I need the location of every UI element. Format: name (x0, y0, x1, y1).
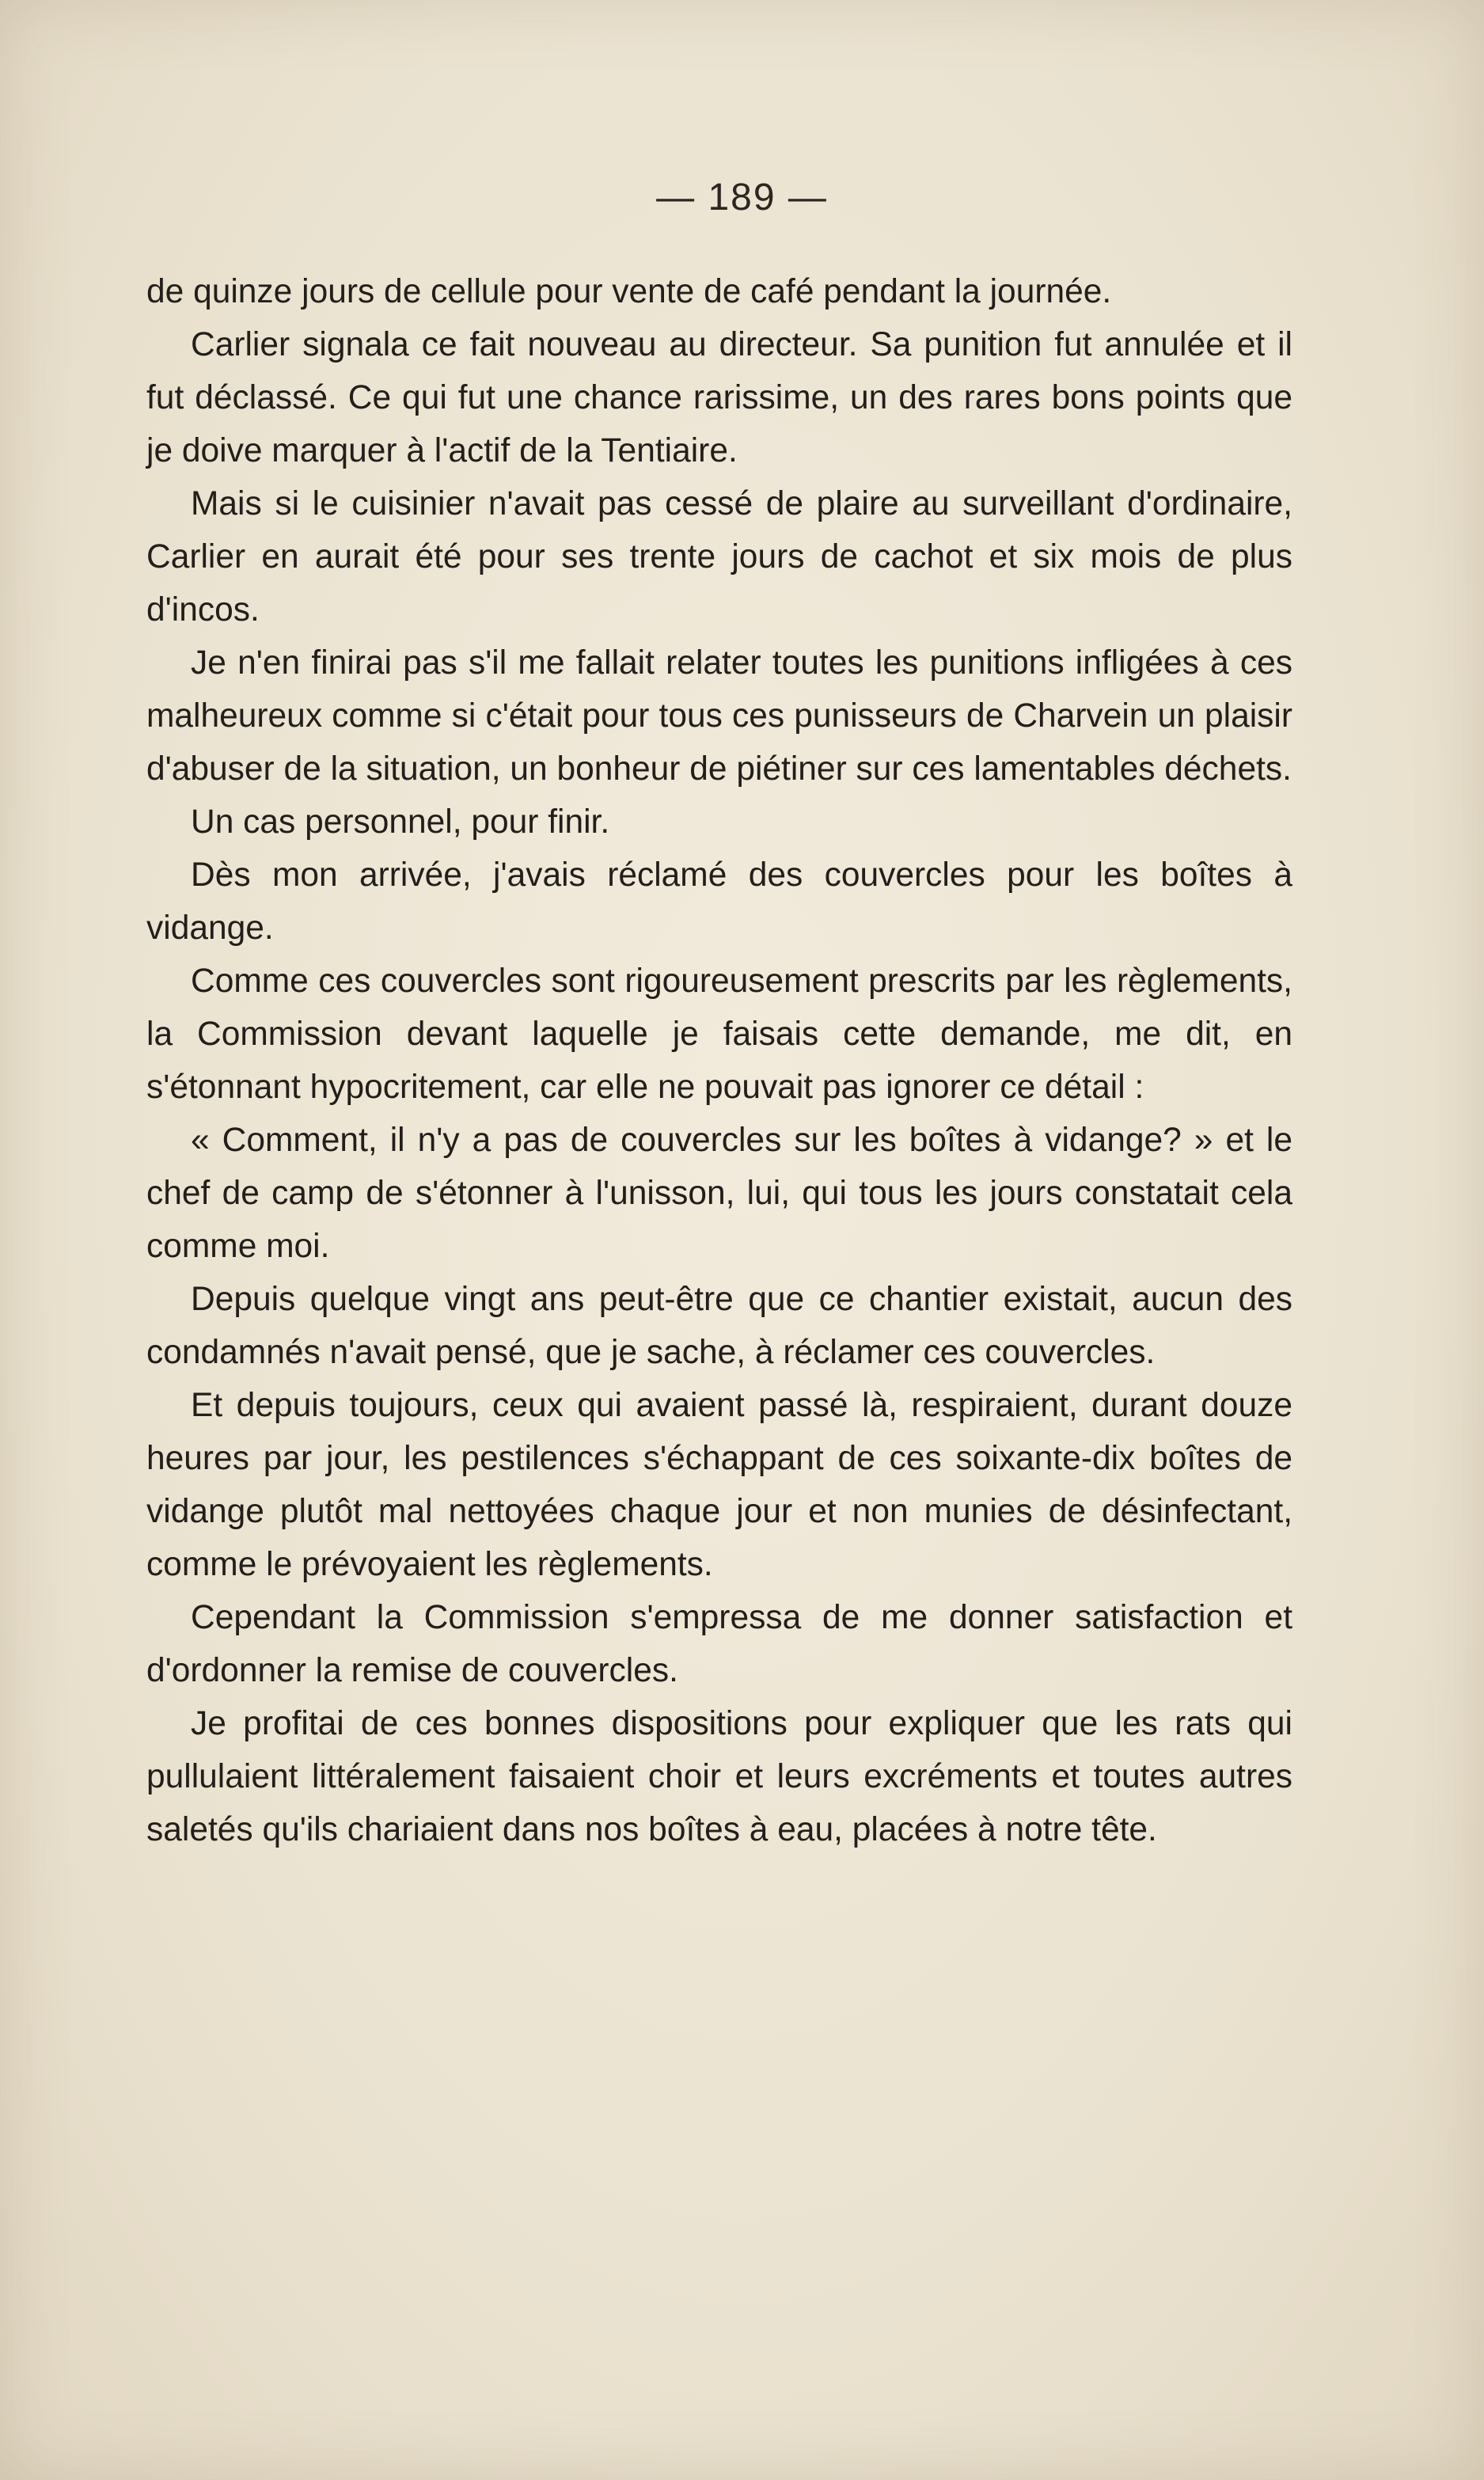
page-number-header: — 189 — (656, 177, 828, 218)
paragraph-9: Depuis quelque vingt ans peut-être que ce chantier existait, aucun des condamnés n'avait pensé, que je sache, à réclamer ces couvercles. (146, 1281, 1292, 1371)
paragraph-5: Un cas personnel, pour finir. (191, 803, 610, 841)
paragraph-12: Je profitai de ces bonnes dispositions pour expliquer que les rats qui pullulaient littéralement faisaient choir et leurs excréments et toutes autres saletés qu'ils chariaient dans nos boîtes à eau, placées à notre tête. (146, 1705, 1292, 1848)
paragraph-4: Je n'en finirai pas s'il me fallait relater toutes les punitions infligées à ces malheureux comme si c'était pour tous ces punisseurs de Charvein un plaisir d'abuser de la situation, un bonheur de piétiner sur ces lamentables déchets. (146, 644, 1292, 788)
paragraph-8: « Comment, il n'y a pas de couvercles sur les boîtes à vidange? » et le chef de camp de s'étonner à l'unisson, lui, qui tous les jours constatait cela comme moi. (146, 1122, 1292, 1265)
paragraph-1: de quinze jours de cellule pour vente de café pendant la journée. (146, 273, 1112, 310)
paragraph-2: Carlier signala ce fait nouveau au directeur. Sa punition fut annulée et il fut déclassé. Ce qui fut une chance rarissime, un des rares bons points que je doive marquer à l'actif de la Tentiaire. (146, 326, 1292, 469)
paragraph-7: Comme ces couvercles sont rigoureusement prescrits par les règlements, la Commission devant laquelle je faisais cette demande, me dit, en s'étonnant hypocritement, car elle ne pouvait pas ignorer ce détail : (146, 963, 1292, 1106)
paragraph-3: Mais si le cuisinier n'avait pas cessé de plaire au surveillant d'ordinaire, Carlier en aurait été pour ses trente jours de cachot et six mois de plus d'incos. (146, 485, 1292, 629)
paragraph-6: Dès mon arrivée, j'avais réclamé des couvercles pour les boîtes à vidange. (146, 856, 1292, 947)
paragraph-11: Cependant la Commission s'empressa de me donner satisfaction et d'ordonner la remise de couvercles. (146, 1599, 1292, 1689)
body-text (146, 265, 1292, 1856)
paragraph-10: Et depuis toujours, ceux qui avaient passé là, respiraient, durant douze heures par jour, les pestilences s'échappant de ces soixante-dix boîtes de vidange plutôt mal nettoyées chaque jour et non munies de désinfectant, comme le prévoyaient les règlements. (146, 1387, 1292, 1583)
